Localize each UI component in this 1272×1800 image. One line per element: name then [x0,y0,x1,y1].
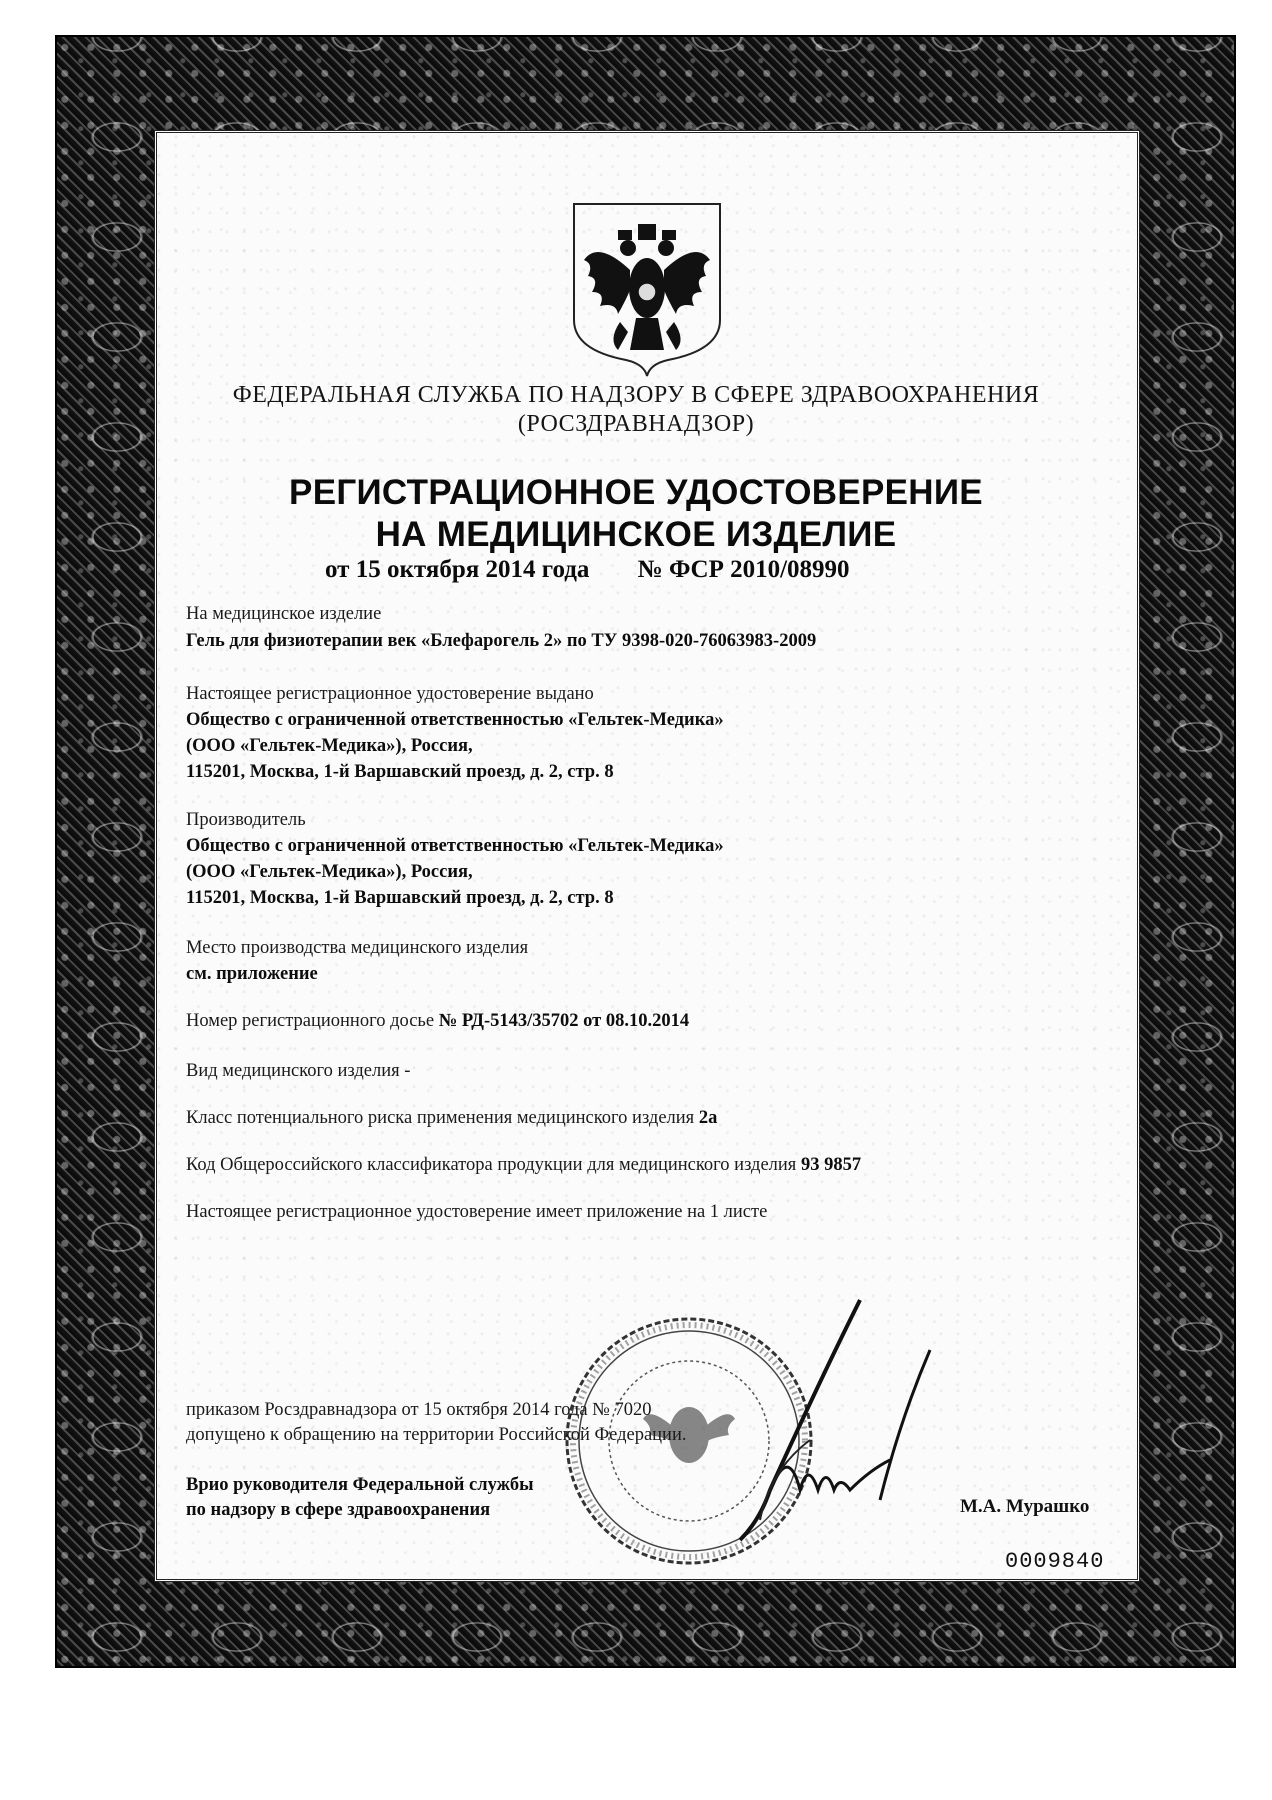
agency-name: ФЕДЕРАЛЬНАЯ СЛУЖБА ПО НАДЗОРУ В СФЕРЕ ЗДРАВООХРАНЕНИЯ [232,382,1040,408]
risk-class-row [186,1108,717,1129]
type-row [186,1061,410,1082]
document-title: РЕГИСТРАЦИОННОЕ УДОСТОВЕРЕНИЕ [289,473,983,512]
certificate-date: от 15 октября 2014 года [325,556,590,583]
production-site-value: см. приложение [186,964,318,984]
order-line: приказом Росздравнадзора от 15 октября 2014 года № 7020 [186,1400,652,1420]
certificate-date-number [325,556,1005,584]
okp-label: Код Общероссийского классификатора продукции для медицинского изделия [186,1155,797,1175]
certificate-number: № ФСР 2010/08990 [637,556,850,583]
coat-of-arms-icon [568,200,726,378]
document-subtitle: НА МЕДИЦИНСКОЕ ИЗДЕЛИЕ [375,515,897,554]
circulation-line: допущено к обращению на территории Российской Федерации. [186,1425,687,1445]
issued-line: (ООО «Гельтек-Медика»), Россия, [186,736,473,756]
okp-value: 93 9857 [800,1155,862,1175]
dossier-row [186,1011,689,1032]
manufacturer-line: 115201, Москва, 1-й Варшавский проезд, д. 2, стр. 8 [186,888,614,908]
issued-line: 115201, Москва, 1-й Варшавский проезд, д. 2, стр. 8 [186,762,614,782]
appendix-note: Настоящее регистрационное удостоверение имеет приложение на 1 листе [186,1202,768,1222]
agency-abbreviation: (РОСЗДРАВНАДЗОР) [517,411,755,437]
manufacturer-label: Производитель [186,810,306,830]
type-value: - [404,1061,411,1081]
device-value: Гель для физиотерапии век «Блефарогель 2» по ТУ 9398-020-76063983-2009 [186,631,817,651]
issued-label: Настоящее регистрационное удостоверение выдано [186,684,594,704]
okp-row [186,1155,861,1176]
manufacturer-line: (ООО «Гельтек-Медика»), Россия, [186,862,473,882]
signer-name: М.А. Мурашко [960,1496,1090,1517]
risk-class-value: 2а [698,1108,718,1128]
type-label: Вид медицинского изделия [186,1061,400,1081]
serial-number: 0009840 [1005,1549,1105,1574]
dossier-value: № РД-5143/35702 от 08.10.2014 [438,1011,690,1031]
issued-line: Общество с ограниченной ответственностью «Гельтек-Медика» [186,710,724,730]
risk-class-label: Класс потенциального риска применения медицинского изделия [186,1108,695,1128]
production-site-label: Место производства медицинского изделия [186,938,529,958]
dossier-label: Номер регистрационного досье [186,1011,435,1031]
signer-position: по надзору в сфере здравоохранения [186,1500,491,1520]
device-label: На медицинское изделие [186,604,382,624]
manufacturer-line: Общество с ограниченной ответственностью «Гельтек-Медика» [186,836,724,856]
signer-position: Врио руководителя Федеральной службы [186,1475,534,1495]
